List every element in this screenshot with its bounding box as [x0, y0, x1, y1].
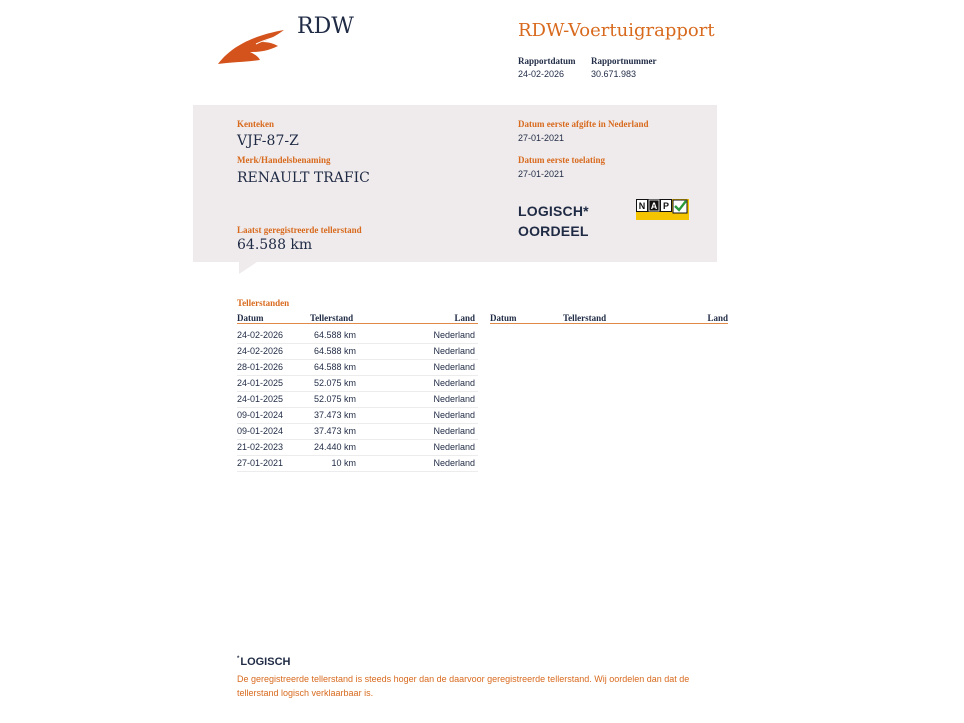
- table-header-left: [237, 313, 478, 324]
- report-date: 24-02-2026: [518, 69, 565, 79]
- table-row: [237, 391, 478, 408]
- report-title: RDW-Voertuigrapport: [518, 20, 715, 41]
- row-date: 24-02-2026: [237, 330, 284, 340]
- row-country: Nederland: [433, 442, 475, 452]
- table-row: [237, 407, 478, 424]
- row-country: Nederland: [433, 346, 475, 356]
- table-row: [237, 327, 478, 344]
- footnote-title-text: LOGISCH: [240, 656, 291, 668]
- row-country: Nederland: [433, 330, 475, 340]
- first-issue-nl-label: Datum eerste afgifte in Nederland: [518, 119, 649, 129]
- report-date-label: Rapportdatum: [518, 56, 576, 66]
- row-odometer: 10 km: [331, 458, 356, 468]
- first-issue-nl-date: 27-01-2021: [518, 133, 565, 143]
- row-odometer: 64.588 km: [313, 346, 356, 356]
- row-odometer: 64.588 km: [313, 362, 356, 372]
- verdict-line-1: LOGISCH*: [518, 203, 589, 219]
- table-row: [237, 375, 478, 392]
- odometer-value: 64.588 km: [237, 237, 313, 253]
- brand-name: RDW: [297, 14, 354, 39]
- row-date: 09-01-2024: [237, 426, 284, 436]
- row-odometer: 24.440 km: [313, 442, 356, 452]
- col-date: Datum: [237, 313, 264, 323]
- row-date: 27-01-2021: [237, 458, 284, 468]
- row-date: 24-01-2025: [237, 394, 284, 404]
- col-country: Land: [707, 313, 728, 323]
- footnote-title: [237, 656, 290, 668]
- row-date: 24-01-2025: [237, 378, 284, 388]
- row-date: 24-02-2026: [237, 346, 284, 356]
- row-odometer: 52.075 km: [313, 378, 356, 388]
- row-odometer: 37.473 km: [313, 410, 356, 420]
- nap-check-icon: [636, 199, 689, 220]
- rdw-logo: [216, 26, 288, 68]
- first-admission-date: 27-01-2021: [518, 169, 565, 179]
- table-row: [237, 343, 478, 360]
- first-admission-label: Datum eerste toelating: [518, 155, 605, 165]
- row-date: 21-02-2023: [237, 442, 284, 452]
- odometer-label: Laatst geregistreerde tellerstand: [237, 225, 362, 235]
- col-odometer: Tellerstand: [563, 313, 607, 323]
- plate-label: Kenteken: [237, 119, 274, 129]
- footnote-text: De geregistreerde tellerstand is steeds hoger dan de daarvoor geregistreerde tellerstand. Wij oordelen dan dat de tellerstand logisch verklaarbaar is.: [237, 674, 690, 698]
- footnote-marker: *: [237, 656, 240, 662]
- nap-letter-a: A: [650, 201, 658, 211]
- license-plate: VJF-87-Z: [237, 133, 299, 149]
- row-date: 28-01-2026: [237, 362, 284, 372]
- col-country: Land: [454, 313, 475, 323]
- verdict: [518, 201, 589, 241]
- make-label: Merk/Handelsbenaming: [237, 155, 331, 165]
- row-country: Nederland: [433, 378, 475, 388]
- table-row: [237, 439, 478, 456]
- report-number-label: Rapportnummer: [591, 56, 657, 66]
- row-country: Nederland: [433, 362, 475, 372]
- row-odometer: 52.075 km: [313, 394, 356, 404]
- nap-letter-n: N: [638, 201, 646, 211]
- row-country: Nederland: [433, 394, 475, 404]
- row-odometer: 37.473 km: [313, 426, 356, 436]
- col-date: Datum: [490, 313, 517, 323]
- row-odometer: 64.588 km: [313, 330, 356, 340]
- verdict-line-2: OORDEEL: [518, 223, 589, 239]
- row-country: Nederland: [433, 410, 475, 420]
- vehicle-make: RENAULT TRAFIC: [237, 170, 370, 186]
- table-row: [237, 423, 478, 440]
- table-row: [237, 455, 478, 472]
- col-odometer: Tellerstand: [310, 313, 354, 323]
- row-country: Nederland: [433, 426, 475, 436]
- report-number: 30.671.983: [591, 69, 637, 79]
- panel-notch: [239, 262, 257, 274]
- row-country: Nederland: [433, 458, 475, 468]
- table-header-right: [490, 313, 728, 324]
- nap-letter-p: P: [662, 201, 670, 211]
- table-row: [237, 359, 478, 376]
- row-date: 09-01-2024: [237, 410, 284, 420]
- odometer-table-title: Tellerstanden: [237, 298, 290, 308]
